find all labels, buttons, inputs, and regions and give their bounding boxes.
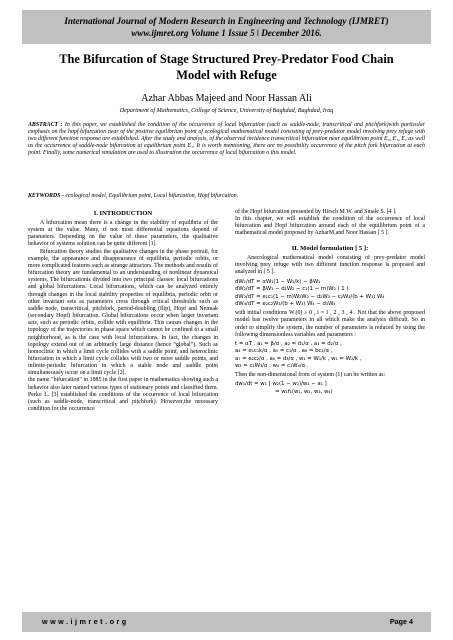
abstract-text: In this paper, we established the condition of the occurrence of local bifurcation (such as saddle-node, transcritical and pitchfork)with particular emphasis on the hopf bifurcation near of the positive equilibrium point of ecological mathematical model consisting of prey-predator model involving prey refuge with two different function response are established. After the study and analysis, of the observed incidence transcritical bifurcation near equilibrium point E₀, E₁, E₂ as well as the occurrence of saddle-node bifurcation at equilibrium point E₃. It is worth mentioning, there are no possibility occurrence of the pitch fork bifurcation at each point. Finally, some numerical simulation are used to illustration the occurrence of local bifurcation o this model. [28, 122, 425, 157]
paper-affiliation: Department of Mathematics, College of Science, University of Baghdad, Baghdad, Iraq [119, 108, 334, 114]
dimensionless-line-3: a₇ = e₂c₂/α , a₈ = d₃/α , w₁ = W₁/k , w₂ = W₂/k , [235, 355, 362, 362]
section-heading-model-formulation: II. Model formulation [ 5 ]: [291, 244, 369, 252]
dimensionless-line-1: t = αT , a₁ = β/α , a₂ = d₁/α , a₃ = d₂/α , [235, 340, 342, 347]
paper-title-line-2: Model with Refuge [176, 67, 277, 82]
journal-name: International Journal of Modern Research in Engineering and Technology (IJMRET) [64, 16, 389, 26]
paragraph: Bifurcation theory studies the qualitative changes in the phase portrait, for example, the appearance and disappearance of equilibria, periodic orbits, or more complicated features such as strange attractors. The methods and results of bifurcation theory are fundamental to an understanding of nonlinear dynamical systems. The bifurcationis divided into two principal classes: local bifurcations and global bifurcations. Local bifurcations, which can be analyzed entirely through changes in the local stability properties of equilibria, periodic orbit or other invariant sets as parameters cross through critical thresholds such as saddle node, transcritical, pitchfork, period-doubling (flip), Hopf and Neimak (secondary Hopf) bifurcation. Global bifurcations occur when larger invariant sets, such as periodic orbits, collide with equilibria. This causes changes in the topology of the trajectories in phase space which cannot be confined to a small neighborhood, as is the case with local bifurcations. In fact, the changes in topology extend out of an arbitrarily large distance (hence “global”). Such as homoclinic in which a limit cycle collides with a saddle point, and heteroclinic bifurcation in which a limit cycle collides with two or more saddle points, and infinite-periodic bifurcation in which a stable node and saddle point simultaneously occur on a limit cycle [2]. [28, 248, 218, 377]
paragraph: with initial conditions Wᵢ(0) ≥ 0 , i = 1 , 2 , 3 , 4 . Not that the above proposed model has twelve parameters in all which make the analysis difficult. So in order to simplify the system, the number of parameters is reduced by using the following dimensionless variables and parameters : [235, 310, 425, 338]
paragraph: of the Hopf bifurcation presented by Hirsch M.W. and Smale S. [4 ]. [235, 209, 397, 215]
equation-2: dW₂/dT = βW₁ − d₁W₂ − c₁(1 − m)W₂ ( 1 ) [235, 286, 349, 293]
nondim-equation-1: dw₁/dt = w₁ [ w₂(1 − w₂)/w₁ − a₁ ] [235, 381, 327, 388]
abstract [28, 122, 425, 157]
keywords-text: ecological model, Equilibrium point, Local bifurcation, Hopf bifurcation. [65, 193, 239, 199]
dimensionless-line-2: a₄ = e₁c₁k/α , a₅ = c₁/α , a₆ = bc₁/α , [235, 348, 333, 355]
nondim-equation-2: = w₁f₁(w₁, w₂, w₃, w₄) [275, 388, 333, 395]
equation-4: dW₄/dT = e₂c₂W₃/(b + W₃) W₄ − d₃W₄ [235, 300, 336, 307]
footer-bar [22, 612, 431, 632]
keywords-label: KEYWORDS - [28, 193, 64, 199]
page-number: Page 4 [389, 617, 413, 626]
paragraph: Then the non-dimensional from of system (1) can be written as: [235, 372, 386, 379]
journal-issue: www.ijmret.org Volume 1 Issue 5 ǀ December 2016. [131, 28, 322, 38]
right-column [235, 209, 425, 396]
left-column [28, 209, 218, 413]
equation-3: dW₃/dT = e₁c₁(1 − m)W₂W₃ − d₂W₃ − c₂W₃/(b + W₃) W₄ [235, 293, 385, 300]
keywords [28, 193, 425, 200]
section-heading-introduction: I. INTRODUCTION [93, 210, 153, 217]
paragraph: In this chapter, we will establish the condition of the occurrence of local bifurcation and Hopf bifurcation around each of the equilibrium point of a mathematical model proposed by AzharM,and Noor Hassan [ 5 ]. [235, 216, 425, 237]
paragraph: the name "bifurcation" in 1885 in the first paper in mathematics showing such a behavior also later named various types of stationary points and classified them. Perko L. [3] established the conditions of the occurrence of local bifurcation (such as saddle-node, transcritical and pitchfork). However,the necessary condition for the occurrence [28, 377, 218, 413]
paragraph: Anecological mathematical model consisting of prey-predator model involving prey refuge with two different function response is proposed and analyzed in [ 5 ]. [235, 254, 425, 275]
paper-title-line-1: The Bifurcation of Stage Structured Prey-Predator Food Chain [59, 52, 394, 66]
dimensionless-line-4: w₃ = c₁W₃/α , w₄ = c₁W₄/α . [235, 362, 309, 369]
paper-authors: Azhar Abbas Majeed and Noor Hassan Ali [141, 93, 312, 104]
paper-title [28, 52, 425, 83]
footer-url: www.ijmret.org [42, 617, 129, 626]
equation-1: dW₁/dT = αW₁(1 − W₂/k) − βW₁ [235, 279, 321, 286]
journal-header-bar [22, 10, 431, 44]
abstract-label: ABSTRACT : [28, 122, 63, 128]
paragraph: A bifurcation mean there is a change in the stability of equilibria of the system at the value. Many, if not most differential equations depend of parameters. Depending on the value of these parameters, the qualitative behavior of systems solution can be quite different [1]. [28, 220, 218, 248]
